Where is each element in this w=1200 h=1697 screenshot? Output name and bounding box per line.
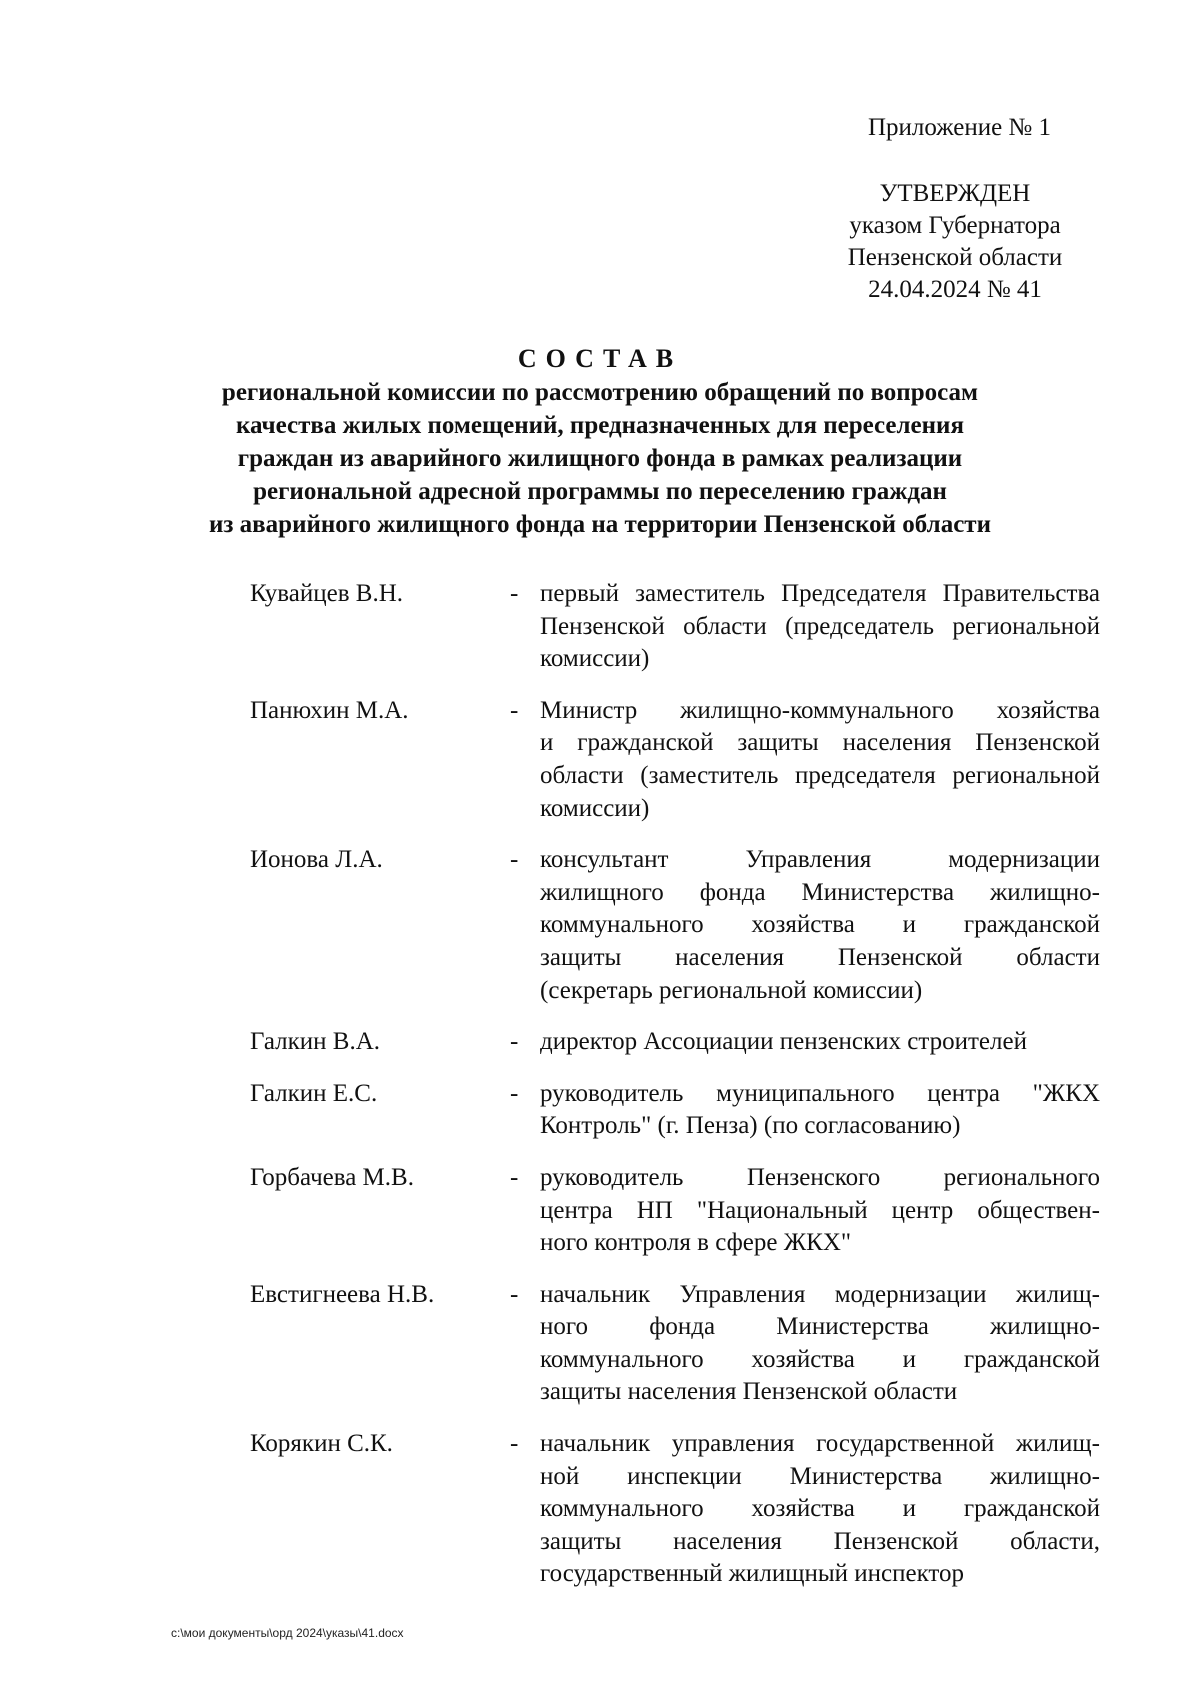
- member-role: [540, 1428, 1100, 1591]
- member-row: [250, 844, 1100, 1007]
- approval-status: УТВЕРЖДЕН: [879, 180, 1031, 207]
- member-role: [540, 1162, 1100, 1260]
- role-line: центра НП "Национальный центр обществен-: [540, 1196, 1100, 1224]
- member-name: Галкин Е.С.: [250, 1079, 378, 1107]
- file-path-footer: c:\мои документы\орд 2024\указы\41.docx: [171, 1626, 404, 1640]
- role-line: руководитель муниципального центра "ЖКХ: [540, 1079, 1100, 1107]
- role-line: жилищного фонда Министерства жилищно-: [540, 878, 1100, 906]
- member-row: [250, 1026, 1100, 1059]
- member-name: Горбачева М.В.: [250, 1163, 414, 1191]
- approval-authority: указом Губернатора: [849, 212, 1061, 239]
- role-line: области (заместитель председателя региональной: [540, 761, 1100, 789]
- member-role: [540, 1078, 1100, 1143]
- role-line: (секретарь региональной комиссии): [540, 976, 923, 1004]
- member-name: Ионова Л.А.: [250, 846, 383, 874]
- approval-date-number: 24.04.2024 № 41: [868, 276, 1042, 303]
- role-line: ного фонда Министерства жилищно-: [540, 1313, 1100, 1341]
- document-title: СОСТАВ: [517, 344, 683, 373]
- role-line: и гражданской защиты населения Пензенской: [540, 729, 1100, 757]
- role-line: коммунального хозяйства и гражданской: [540, 911, 1100, 939]
- member-role: [540, 695, 1100, 825]
- role-line: ного контроля в сфере ЖКХ": [540, 1229, 852, 1257]
- member-dash: -: [510, 1079, 519, 1107]
- role-line: защиты населения Пензенской области: [540, 1378, 958, 1406]
- member-name: Панюхин М.А.: [250, 696, 409, 724]
- subtitle-line: из аварийного жилищного фонда на территории Пензенской области: [208, 511, 991, 538]
- member-name: Кувайцев В.Н.: [250, 580, 404, 607]
- subtitle-line: региональной комиссии по рассмотрению обращений по вопросам: [221, 379, 979, 406]
- approval-region: Пензенской области: [847, 244, 1063, 271]
- member-name: Корякин С.К.: [250, 1430, 393, 1458]
- member-dash: -: [510, 1280, 519, 1308]
- member-name: Галкин В.А.: [250, 1028, 381, 1056]
- appendix-label: Приложение № 1: [868, 114, 1052, 141]
- role-line: коммунального хозяйства и гражданской: [540, 1345, 1100, 1373]
- role-line: директор Ассоциации пензенских строителей: [540, 1028, 1027, 1056]
- member-dash: -: [510, 1430, 519, 1458]
- member-dash: -: [510, 696, 519, 724]
- member-name: Евстигнеева Н.В.: [250, 1280, 435, 1308]
- member-role: [540, 578, 1100, 676]
- role-line: Министр жилищно-коммунального хозяйства: [540, 696, 1100, 724]
- member-row: [250, 1279, 1100, 1409]
- role-line: защиты населения Пензенской области,: [540, 1527, 1100, 1555]
- member-row: [250, 1078, 1100, 1143]
- document-title-block: [100, 342, 1100, 541]
- role-line: комиссии): [540, 794, 650, 822]
- role-line: комиссии): [540, 645, 650, 673]
- member-row: [250, 695, 1100, 825]
- role-line: защиты населения Пензенской области: [540, 943, 1100, 971]
- member-row: [250, 578, 1100, 676]
- role-line: государственный жилищный инспектор: [540, 1560, 965, 1588]
- role-line: руководитель Пензенского регионального: [540, 1163, 1100, 1191]
- member-dash: -: [510, 1163, 519, 1191]
- role-line: ной инспекции Министерства жилищно-: [540, 1462, 1100, 1490]
- document-subtitle: [100, 376, 1100, 541]
- subtitle-line: качества жилых помещений, предназначенных для переселения: [235, 412, 964, 439]
- member-dash: -: [510, 846, 519, 874]
- role-line: начальник управления государственной жилищ-: [540, 1430, 1100, 1458]
- role-line: первый заместитель Председателя Правительства: [540, 580, 1100, 607]
- member-role: [540, 844, 1100, 1007]
- member-row: [250, 1162, 1100, 1260]
- subtitle-line: региональной адресной программы по переселению граждан: [253, 478, 947, 505]
- member-row: [250, 1428, 1100, 1591]
- approval-stamp: [830, 178, 1080, 306]
- member-role: [540, 1026, 1100, 1059]
- member-dash: -: [510, 580, 519, 607]
- member-dash: -: [510, 1028, 519, 1056]
- member-role: [540, 1279, 1100, 1409]
- members-list: [250, 578, 1100, 1610]
- subtitle-line: граждан из аварийного жилищного фонда в рамках реализации: [237, 445, 963, 472]
- role-line: Контроль" (г. Пенза) (по согласованию): [540, 1112, 961, 1140]
- role-line: консультант Управления модернизации: [540, 846, 1100, 874]
- role-line: коммунального хозяйства и гражданской: [540, 1495, 1100, 1523]
- role-line: начальник Управления модернизации жилищ-: [540, 1280, 1100, 1308]
- role-line: Пензенской области (председатель региональной: [540, 612, 1100, 640]
